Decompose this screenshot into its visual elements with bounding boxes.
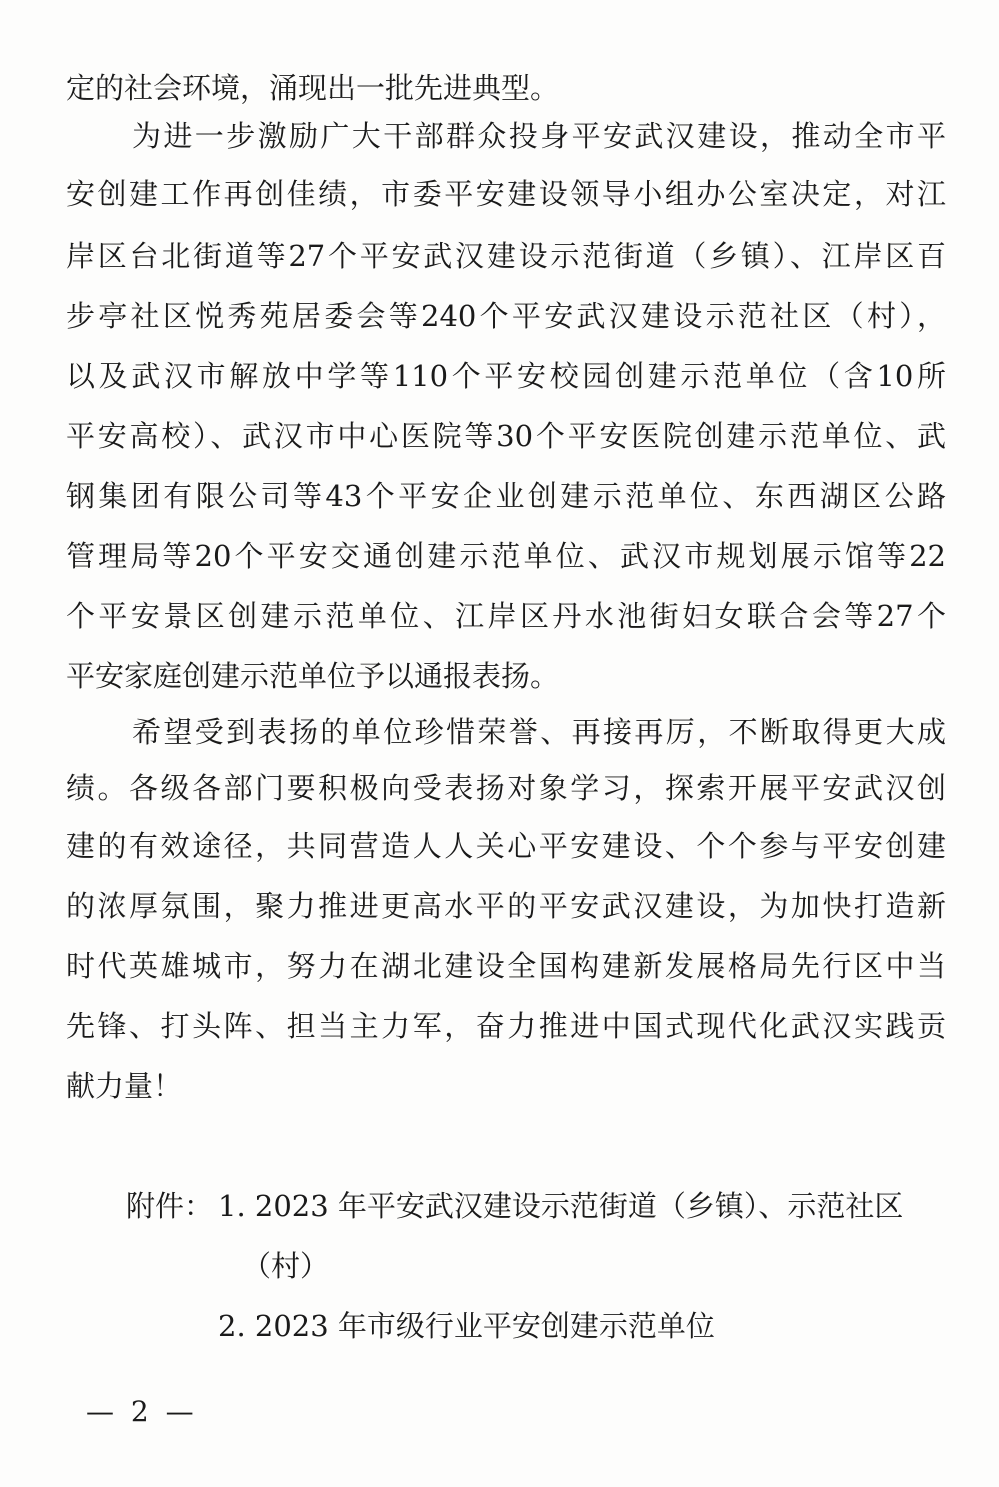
attachment-1-line-2: （村） <box>242 1249 330 1283</box>
paragraph-2-line-6: 平安高校）、武汉市中心医院等30个平安医院创建示范单位、武 <box>66 419 946 453</box>
attachments-label: 附件： <box>126 1189 214 1223</box>
attachment-2: 2. 2023 年市级行业平安创建示范单位 <box>218 1309 715 1343</box>
body-line-1: 定的社会环境，涌现出一批先进典型。 <box>66 71 560 105</box>
paragraph-3-line-1: 希望受到表扬的单位珍惜荣誉、再接再厉，不断取得更大成 <box>132 715 946 749</box>
paragraph-2-line-4: 步亭社区悦秀苑居委会等240个平安武汉建设示范社区（村）， <box>66 299 946 333</box>
paragraph-2-line-10: 平安家庭创建示范单位予以通报表扬。 <box>66 659 560 693</box>
paragraph-3-line-7: 献力量！ <box>66 1069 183 1103</box>
paragraph-2-line-3: 岸区台北街道等27个平安武汉建设示范街道（乡镇）、江岸区百 <box>66 239 946 273</box>
paragraph-2-line-5: 以及武汉市解放中学等110个平安校园创建示范单位（含10所 <box>66 359 946 393</box>
paragraph-3-line-4: 的浓厚氛围，聚力推进更高水平的平安武汉建设，为加快打造新 <box>66 889 946 923</box>
attachment-1-line-1: 1. 2023 年平安武汉建设示范街道（乡镇）、示范社区 <box>218 1189 904 1223</box>
paragraph-2-line-8: 管理局等20个平安交通创建示范单位、武汉市规划展示馆等22 <box>66 539 946 573</box>
paragraph-2-line-2: 安创建工作再创佳绩，市委平安建设领导小组办公室决定，对江 <box>66 177 946 211</box>
paragraph-2-line-9: 个平安景区创建示范单位、江岸区丹水池街妇女联合会等27个 <box>66 599 946 633</box>
paragraph-3-line-3: 建的有效途径，共同营造人人关心平安建设、个个参与平安创建 <box>66 829 946 863</box>
paragraph-2-line-7: 钢集团有限公司等43个平安企业创建示范单位、东西湖区公路 <box>66 479 946 513</box>
page-number: — 2 — <box>86 1395 198 1428</box>
paragraph-3-line-5: 时代英雄城市，努力在湖北建设全国构建新发展格局先行区中当 <box>66 949 946 983</box>
paragraph-3-line-2: 绩。各级各部门要积极向受表扬对象学习，探索开展平安武汉创 <box>66 771 946 805</box>
paragraph-3-line-6: 先锋、打头阵、担当主力军，奋力推进中国式现代化武汉实践贡 <box>66 1009 946 1043</box>
paragraph-2-line-1: 为进一步激励广大干部群众投身平安武汉建设，推动全市平 <box>132 119 946 153</box>
